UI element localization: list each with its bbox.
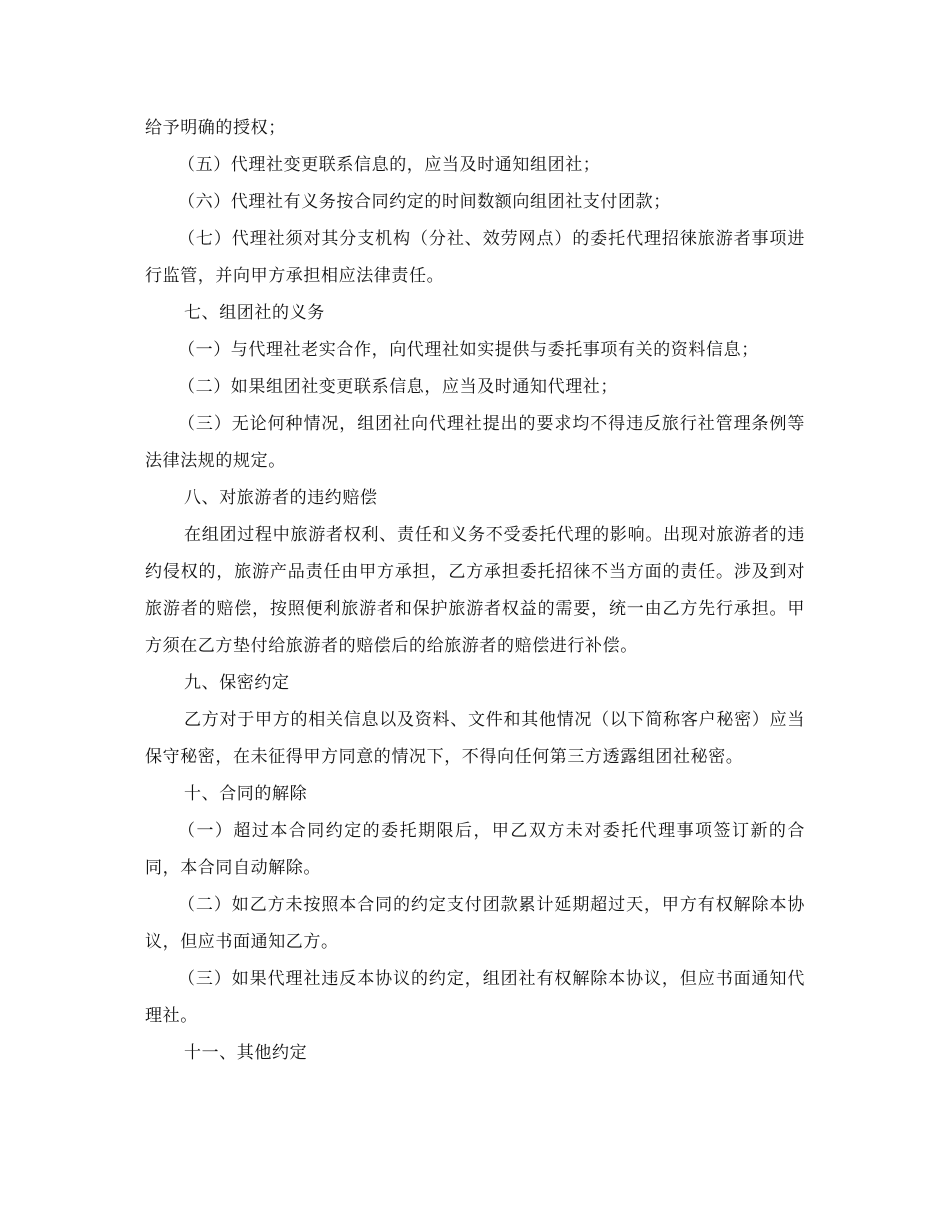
- paragraph-organizer-item-1: （一）与代理社老实合作，向代理社如实提供与委托事项有关的资料信息；: [178, 340, 759, 360]
- paragraph-termination-item-3: （三）如果代理社违反本协议的约定，组团社有权解除本协议，但应书面通知代理社。: [145, 969, 805, 1026]
- paragraph-agency-item-5: （五）代理社变更联系信息的，应当及时通知组团社；: [178, 155, 601, 175]
- paragraph-termination-item-1: （一）超过本合同约定的委托期限后，甲乙双方未对委托代理事项签订新的合同，本合同自动解除。: [145, 821, 805, 878]
- paragraph-authorization-continued: 给予明确的授权；: [145, 118, 286, 138]
- paragraph-compensation: 在组团过程中旅游者权利、责任和义务不受委托代理的影响。出现对旅游者的违约侵权的，旅游产品责任由甲方承担，乙方承担委托招徕不当方面的责任。涉及到对旅游者的赔偿，按照便利旅游者和保护旅游者权益的需要，统一由乙方先行承担。甲方须在乙方垫付给旅游者的赔偿后的给旅游者的赔偿进行补偿。: [145, 525, 805, 656]
- section-heading-9: 九、保密约定: [184, 673, 290, 693]
- paragraph-organizer-item-3: （三）无论何种情况，组团社向代理社提出的要求均不得违反旅行社管理条例等法律法规的规定。: [145, 414, 805, 471]
- paragraph-termination-item-2: （二）如乙方未按照本合同的约定支付团款累计延期超过天，甲方有权解除本协议，但应书面通知乙方。: [145, 895, 805, 952]
- document-body: [145, 110, 805, 1072]
- section-heading-8: 八、对旅游者的违约赔偿: [184, 488, 378, 508]
- paragraph-organizer-item-2: （二）如果组团社变更联系信息，应当及时通知代理社；: [178, 377, 618, 397]
- section-heading-11: 十一、其他约定: [184, 1043, 308, 1063]
- paragraph-agency-item-7: （七）代理社须对其分支机构（分社、效劳网点）的委托代理招徕旅游者事项进行监管，并向甲方承担相应法律责任。: [145, 229, 805, 286]
- paragraph-agency-item-6: （六）代理社有义务按合同约定的时间数额向组团社支付团款；: [178, 192, 671, 212]
- section-heading-7: 七、组团社的义务: [184, 303, 325, 323]
- paragraph-confidentiality: 乙方对于甲方的相关信息以及资料、文件和其他情况（以下简称客户秘密）应当保守秘密，在未征得甲方同意的情况下，不得向任何第三方透露组团社秘密。: [145, 710, 805, 767]
- section-heading-10: 十、合同的解除: [184, 784, 308, 804]
